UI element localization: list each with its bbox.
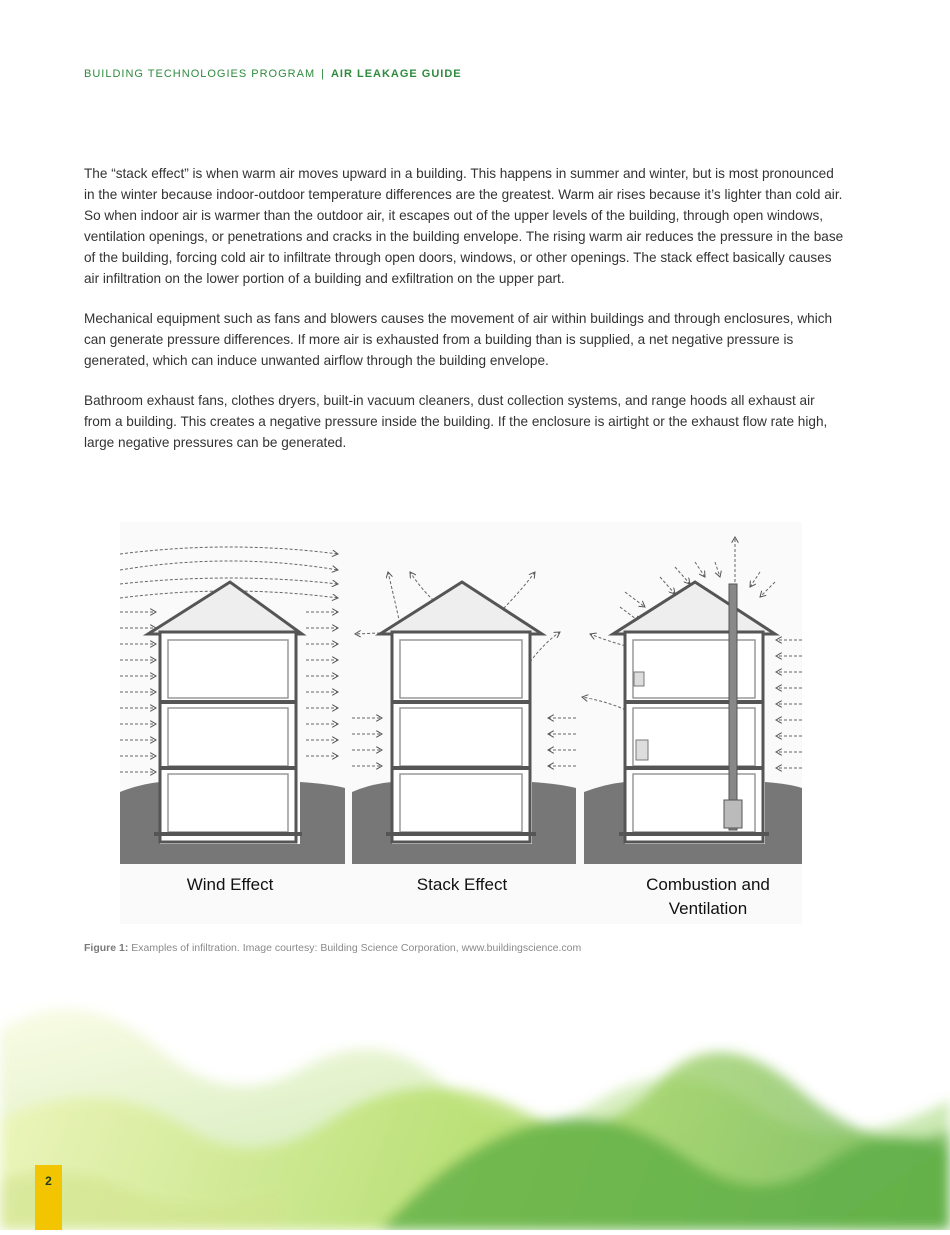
combustion-label-line2: Ventilation bbox=[668, 899, 748, 918]
green-smoke-decoration bbox=[0, 960, 950, 1230]
caption-text: Examples of infiltration. Image courtesy: Building Science Corporation, www.buildingscience.com bbox=[128, 942, 582, 954]
figure-caption bbox=[84, 942, 884, 954]
stack-effect-label: Stack Effect bbox=[416, 875, 508, 894]
paragraph-stack-effect: The “stack effect” is when warm air moves upward in a building. This happens in summer and winter, but is most pronounced in the winter because indoor-outdoor temperature differences are the greatest. Warm air rises because it’s lighter than cold air. So when indoor air is warmer than the outdoor air, it escapes out of the upper levels of the building, through open windows, ventilation openings, or penetrations and cracks in the building envelope. The rising warm air reduces the pressure in the base of the building, forcing cold air to infiltrate through open doors, windows, or other openings. The stack effect basically causes air infiltration on the lower portion of a building and exfiltration on the upper part. bbox=[84, 166, 844, 286]
running-header bbox=[84, 68, 462, 80]
combustion-label-line1: Combustion and bbox=[646, 875, 770, 894]
program-name: BUILDING TECHNOLOGIES PROGRAM bbox=[84, 68, 316, 80]
header-separator: | bbox=[321, 68, 325, 80]
paragraph-mechanical-equipment: Mechanical equipment such as fans and blowers causes the movement of air within buildings and through enclosures, which can generate pressure differences. If more air is exhausted from a building than is supplied, a net negative pressure is generated, which can induce unwanted airflow through the building envelope. bbox=[84, 311, 833, 368]
page-number: 2 bbox=[45, 1174, 52, 1188]
caption-label: Figure 1: bbox=[84, 942, 129, 954]
body-text bbox=[84, 163, 844, 472]
infiltration-figure bbox=[120, 522, 802, 924]
page-number-tab bbox=[35, 1165, 62, 1230]
wind-effect-label: Wind Effect bbox=[186, 875, 274, 894]
paragraph-exhaust-appliances: Bathroom exhaust fans, clothes dryers, built-in vacuum cleaners, dust collection systems, and range hoods all exhaust air from a building. This creates a negative pressure inside the building. If the enclosure is airtight or the exhaust flow rate high, large negative pressures can be generated. bbox=[84, 393, 828, 450]
guide-name: AIR LEAKAGE GUIDE bbox=[330, 68, 462, 80]
